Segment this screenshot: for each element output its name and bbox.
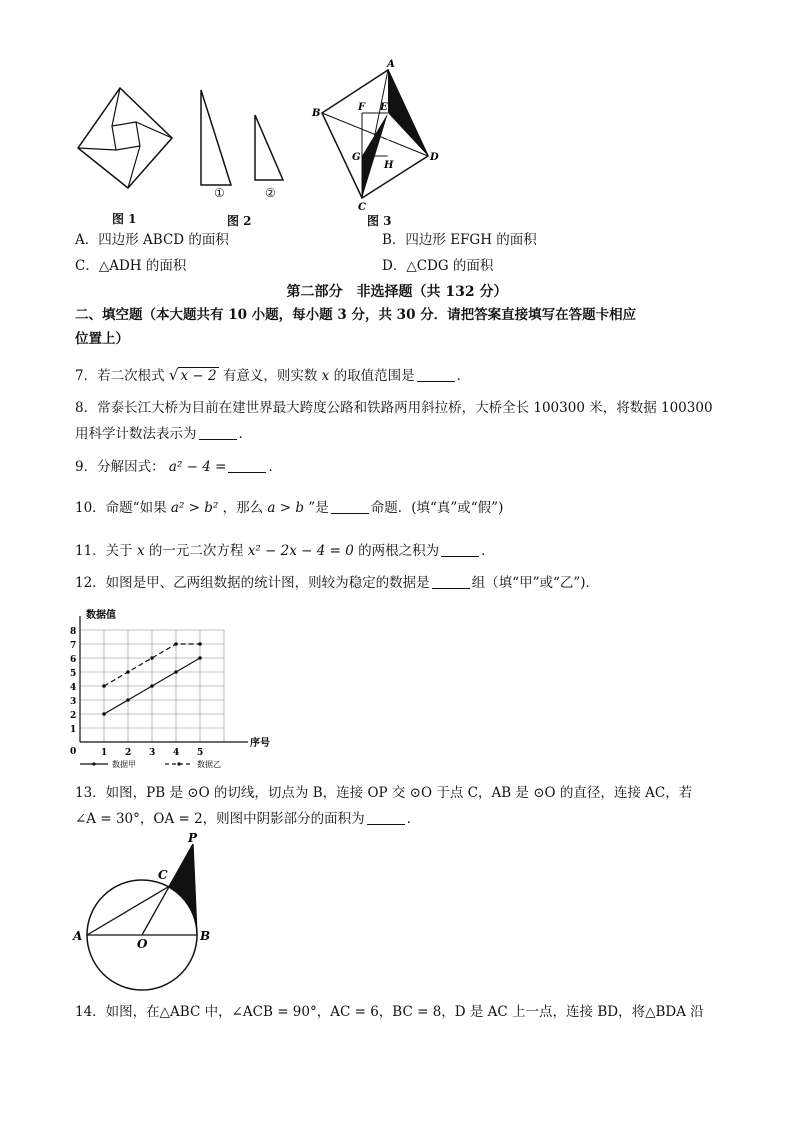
y-tick-label: 8 [70,627,77,637]
question-11: 11．关于 x 的一元二次方程 x² − 2x − 4 = 0 的两根之积为 ． [75,543,495,559]
q10-answer-blank[interactable] [331,501,369,514]
data-point [174,642,178,646]
y-axis-label: 数据值 [86,610,116,621]
fig3-label-a: A [387,59,395,70]
q11-answer-blank[interactable] [441,544,479,557]
q7-var: x [321,368,330,384]
label-a: A [73,929,83,943]
question-13-line1: 13．如图，PB 是 ⊙O 的切线，切点为 B，连接 OP 交 ⊙O 于点 C，AB 是 ⊙O 的直径，连接 AC，若 [75,785,693,801]
legend-point-1 [92,762,95,765]
part2-title: 第二部分 非选择题（共 132 分） [286,284,508,300]
fig2-caption: 图 2 [227,214,252,228]
q6-option-d: D．△CDG 的面积 [382,258,494,274]
y-tick-label: 3 [70,697,77,707]
label-c: C [158,868,168,882]
y-tick-label: 5 [70,669,77,679]
q13-answer-blank[interactable] [367,812,405,825]
question-8-line2: 用科学计数法表示为 ． [75,426,252,442]
question-8-line1: 8．常泰长江大桥为目前在建世界最大跨度公路和铁路两用斜拉桥，大桥全长 100300 米，将数据 100300 [75,400,713,416]
section2-heading-line1: 二、填空题（本大题共有 10 小题，每小题 3 分，共 30 分．请把答案直接填写在答题卡相应 [75,307,637,323]
legend-label-1: 数据甲 [112,760,136,769]
figure-2 [195,85,305,205]
x-tick-label: 2 [125,748,132,758]
data-point [150,684,154,688]
x-tick-label: 1 [101,748,108,758]
data-point [198,656,202,660]
q11-equation: x² − 2x − 4 = 0 [247,543,354,559]
q7-mid: 有意义，则实数 [222,368,318,384]
question-9: 9．分解因式： a² − 4 = ． [75,459,282,475]
q8-answer-blank[interactable] [199,427,237,440]
fig2-triangle-2 [255,115,283,180]
q9-expr: a² − 4 = [168,459,227,475]
x-tick-label: 3 [149,748,156,758]
q7-post: 的取值范围是 [333,368,415,384]
q7-answer-blank[interactable] [417,369,455,382]
x-axis-label: 序号 [250,738,270,749]
y-tick-label: 7 [70,641,77,651]
fig1-outer-square [78,88,172,188]
fig3-shaded-ade [388,70,428,156]
fig3-label-h: H [384,160,394,171]
fig3-label-g: G [352,152,361,163]
origin-label: 0 [70,747,77,757]
label-p: P [188,832,198,845]
label-o: O [137,937,148,951]
data-point [150,656,154,660]
legend-point-2 [177,762,180,765]
label-b: B [200,929,211,943]
fig1-caption: 图 1 [112,212,137,226]
fig3-label-b: B [312,108,321,119]
fig3-caption: 图 3 [367,214,392,228]
q6-option-c: C．△ADH 的面积 [75,258,187,274]
y-tick-label: 4 [70,683,77,693]
y-tick-label: 1 [70,725,77,735]
q7-pre: 7．若二次根式 [75,368,165,384]
section2-heading-line2: 位置上） [75,331,129,347]
question-13-line2: ∠A = 30°，OA = 2，则图中阴影部分的面积为 ． [75,811,421,827]
q12-line-chart [60,602,280,777]
fig3-label-f: F [358,102,366,113]
fig3-label-e: E [380,102,388,113]
q12-answer-blank[interactable] [432,576,470,589]
x-tick-label: 4 [173,748,180,758]
q7-sqrt: √ x − 2 [168,366,217,384]
data-point [126,670,130,674]
legend-label-2: 数据乙 [197,760,221,769]
data-point [174,670,178,674]
q10-conclusion: a > b [267,500,304,516]
y-tick-label: 6 [70,655,77,665]
fig3-label-d: D [430,152,439,163]
question-7: 7．若二次根式 √ x − 2 有意义，则实数 x 的取值范围是 ． [75,366,471,384]
q9-answer-blank[interactable] [228,460,266,473]
q13-circle-figure [62,832,222,992]
q6-option-a: A．四边形 ABCD 的面积 [75,232,229,248]
fig3-label-c: C [358,202,366,213]
q10-condition: a² > b² [170,500,219,516]
data-point [126,698,130,702]
fig1-inner-square [112,122,140,150]
data-point [102,712,106,716]
figure-3 [310,58,445,213]
x-tick-label: 5 [197,748,204,758]
fig2-triangle-1 [201,90,231,185]
question-10: 10．命题“如果 a² > b² ，那么 a > b ”是 命题．(填“真”或“假”) [75,500,504,516]
y-tick-label: 2 [70,711,77,721]
question-14-line1: 14．如图，在△ABC 中，∠ACB = 90°，AC = 6，BC = 8，D 是 AC 上一点，连接 BD，将△BDA 沿 [75,1004,704,1020]
data-point [198,642,202,646]
fig2-label-2: ② [265,186,276,200]
fig2-label-1: ① [214,186,225,200]
shaded-region [168,844,197,935]
question-12: 12．如图是甲、乙两组数据的统计图，则较为稳定的数据是 组（填“甲”或“乙”)． [75,575,600,591]
figure-1 [70,80,180,195]
q6-option-b: B．四边形 EFGH 的面积 [382,232,537,248]
data-point [102,684,106,688]
